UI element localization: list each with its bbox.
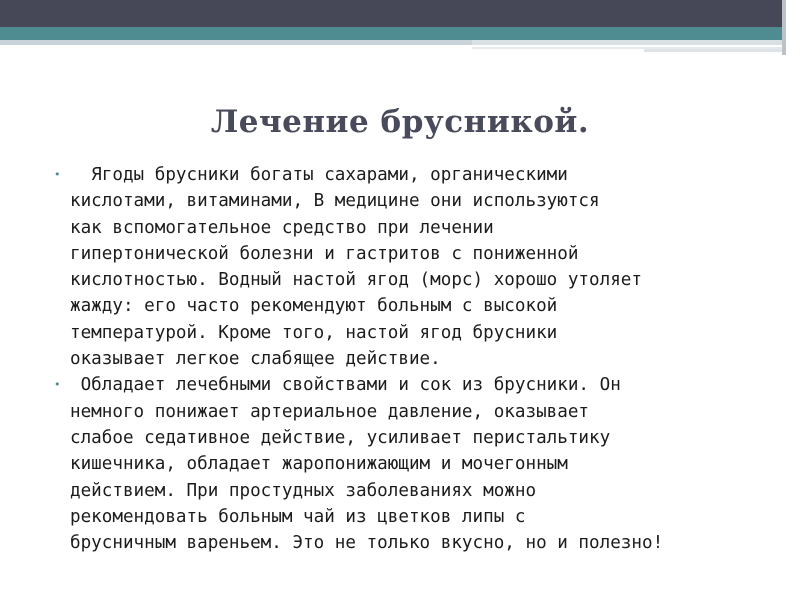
paragraph-line: жажду: его часто рекомендуют больным с высокой [70, 296, 558, 317]
bullet-paragraph-1 [50, 162, 740, 372]
paragraph-line: Обладает лечебными свойствами и сок из брусники. Он [70, 375, 621, 396]
header-band-light [0, 40, 472, 45]
paragraph-line: температурой. Кроме того, настой ягод брусники [70, 322, 558, 343]
paragraph-line: гипертонической болезни и гастритов с пониженной [70, 243, 579, 264]
paragraph-line: действием. При простудных заболеваниях можно [70, 480, 537, 501]
paragraph-line: брусничным вареньем. Это не только вкусно, но и полезно! [70, 533, 664, 554]
bullet-icon: • [54, 378, 61, 392]
slide-right-edge-shadow [782, 0, 786, 55]
paragraph-line: кислотами, витаминами, В медицине они используются [70, 191, 600, 212]
slide-body [50, 162, 740, 556]
slide-right-edge [782, 0, 800, 600]
paragraph-line: рекомендовать больным чай из цветков липы с [70, 506, 526, 527]
paragraph-line: немного понижает артериальное давление, оказывает [70, 401, 590, 422]
slide-title: Лечение брусникой. [210, 104, 590, 140]
header-band-light-right [472, 40, 782, 45]
paragraph-line: оказывает легкое слабящее действие. [70, 349, 441, 370]
header-thin-line-short [644, 49, 782, 52]
paragraph-line: кишечника, обладает жаропонижающим и мочегонным [70, 454, 568, 475]
bullet-paragraph-2 [50, 372, 740, 556]
paragraph-line: как вспомогательное средство при лечении [70, 217, 494, 238]
paragraph-line: кислотностью. Водный настой ягод (морс) хорошо утоляет [70, 270, 642, 291]
paragraph-line: Ягоды брусники богаты сахарами, органическими [70, 165, 568, 185]
header-band-dark [0, 0, 782, 27]
paragraph-line: слабое седативное действие, усиливает перистальтику [70, 427, 611, 448]
header-band-teal [0, 27, 782, 40]
bullet-icon: • [54, 168, 61, 181]
